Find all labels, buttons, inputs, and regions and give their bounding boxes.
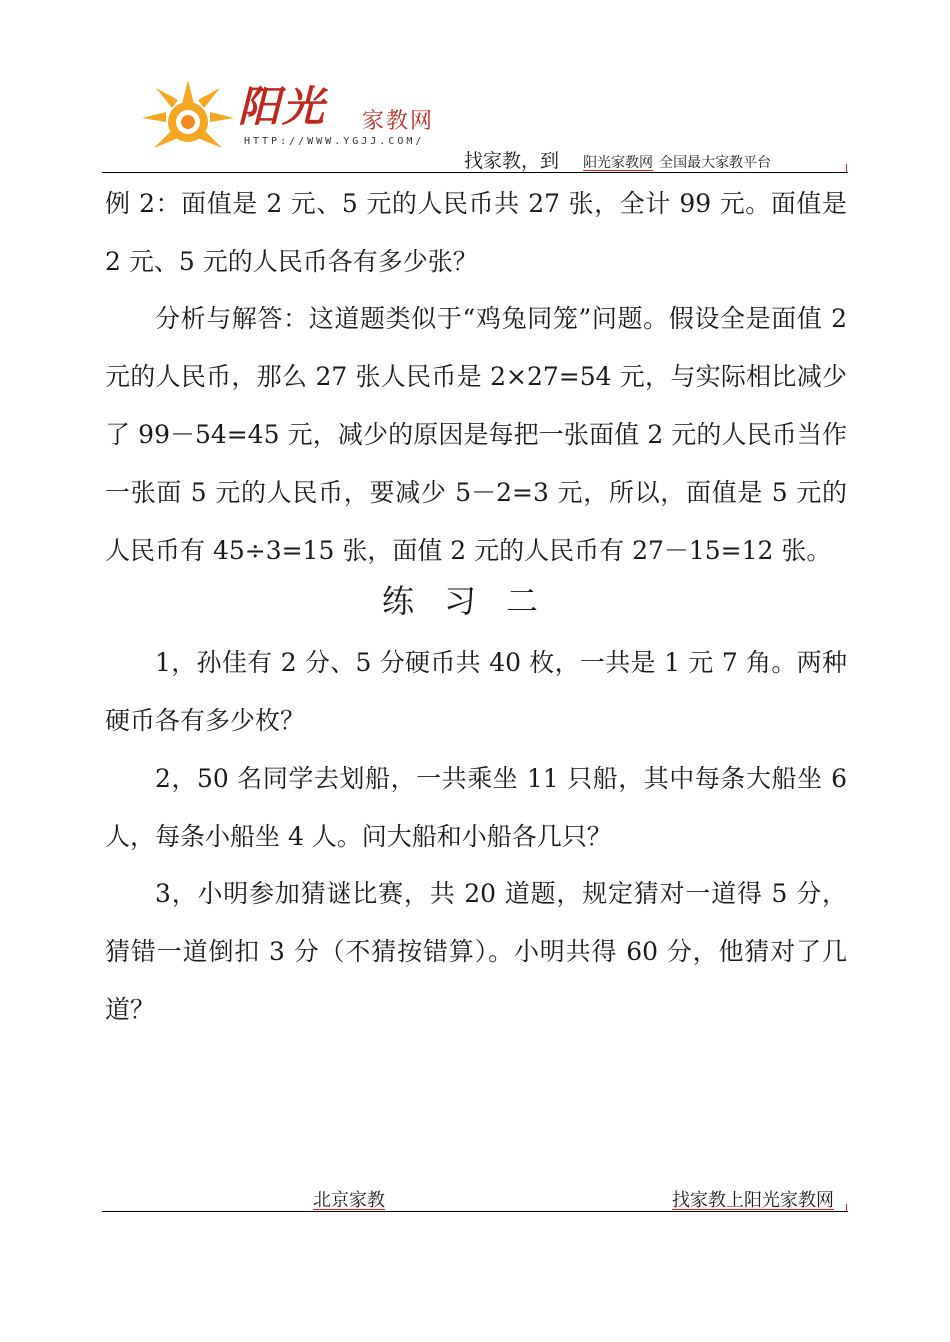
example-paragraph: 例 2：面值是 2 元、5 元的人民币共 27 张，全计 99 元。面值是 2 元、5 元的人民币各有多少张？ <box>105 189 847 276</box>
tagline-suffix: 全国最大家教平台 <box>659 155 772 171</box>
header-divider <box>102 172 848 173</box>
footer-margin-mark <box>846 1204 847 1212</box>
logo-url: HTTP://WWW.YGJJ.COM/ <box>244 136 425 147</box>
header-margin-mark <box>846 164 847 172</box>
logo-subtitle: 家教网 <box>362 109 435 134</box>
footer-divider <box>102 1211 848 1212</box>
solution-paragraph: 分析与解答：这道题类似于“鸡兔同笼”问题。假设全是面值 2 元的人民币，那么 27 张人民币是 2×27=54 元，与实际相比减少了 99－54=45 元，减少的原因是每把一张面值 2 元的人民币当作一张面 5 元的人民币，要减少 5－2=3 元，所以，面值是 5 元的人民币有 45÷3=15 张，面值 2 元的人民币有 27－15=12 张。 <box>105 304 847 565</box>
site-logo[interactable] <box>140 78 460 156</box>
logo-name: 阳光 <box>238 82 327 131</box>
footer-left-link[interactable]: 北京家教 <box>313 1190 385 1211</box>
tagline-site-link[interactable]: 阳光家教网 <box>583 155 654 171</box>
footer-right-link[interactable]: 找家教上阳光家教网 <box>672 1190 834 1211</box>
header-tagline <box>464 146 771 173</box>
exercise-item-3: 3，小明参加猜谜比赛，共 20 道题，规定猜对一道得 5 分，猜错一道倒扣 3 分（不猜按错算）。小明共得 60 分，他猜对了几道？ <box>105 879 847 1024</box>
exercise-item-1: 1，孙佳有 2 分、5 分硬币共 40 枚，一共是 1 元 7 角。两种硬币各有多少枚？ <box>105 648 847 735</box>
sun-icon <box>140 78 236 156</box>
exercise-item-2: 2，50 名同学去划船，一共乘坐 11 只船，其中每条大船坐 6 人，每条小船坐 4 人。问大船和小船各几只？ <box>105 764 847 851</box>
tagline-prefix: 找家教，到 <box>464 150 560 172</box>
exercise-title: 练习二 <box>381 582 568 620</box>
